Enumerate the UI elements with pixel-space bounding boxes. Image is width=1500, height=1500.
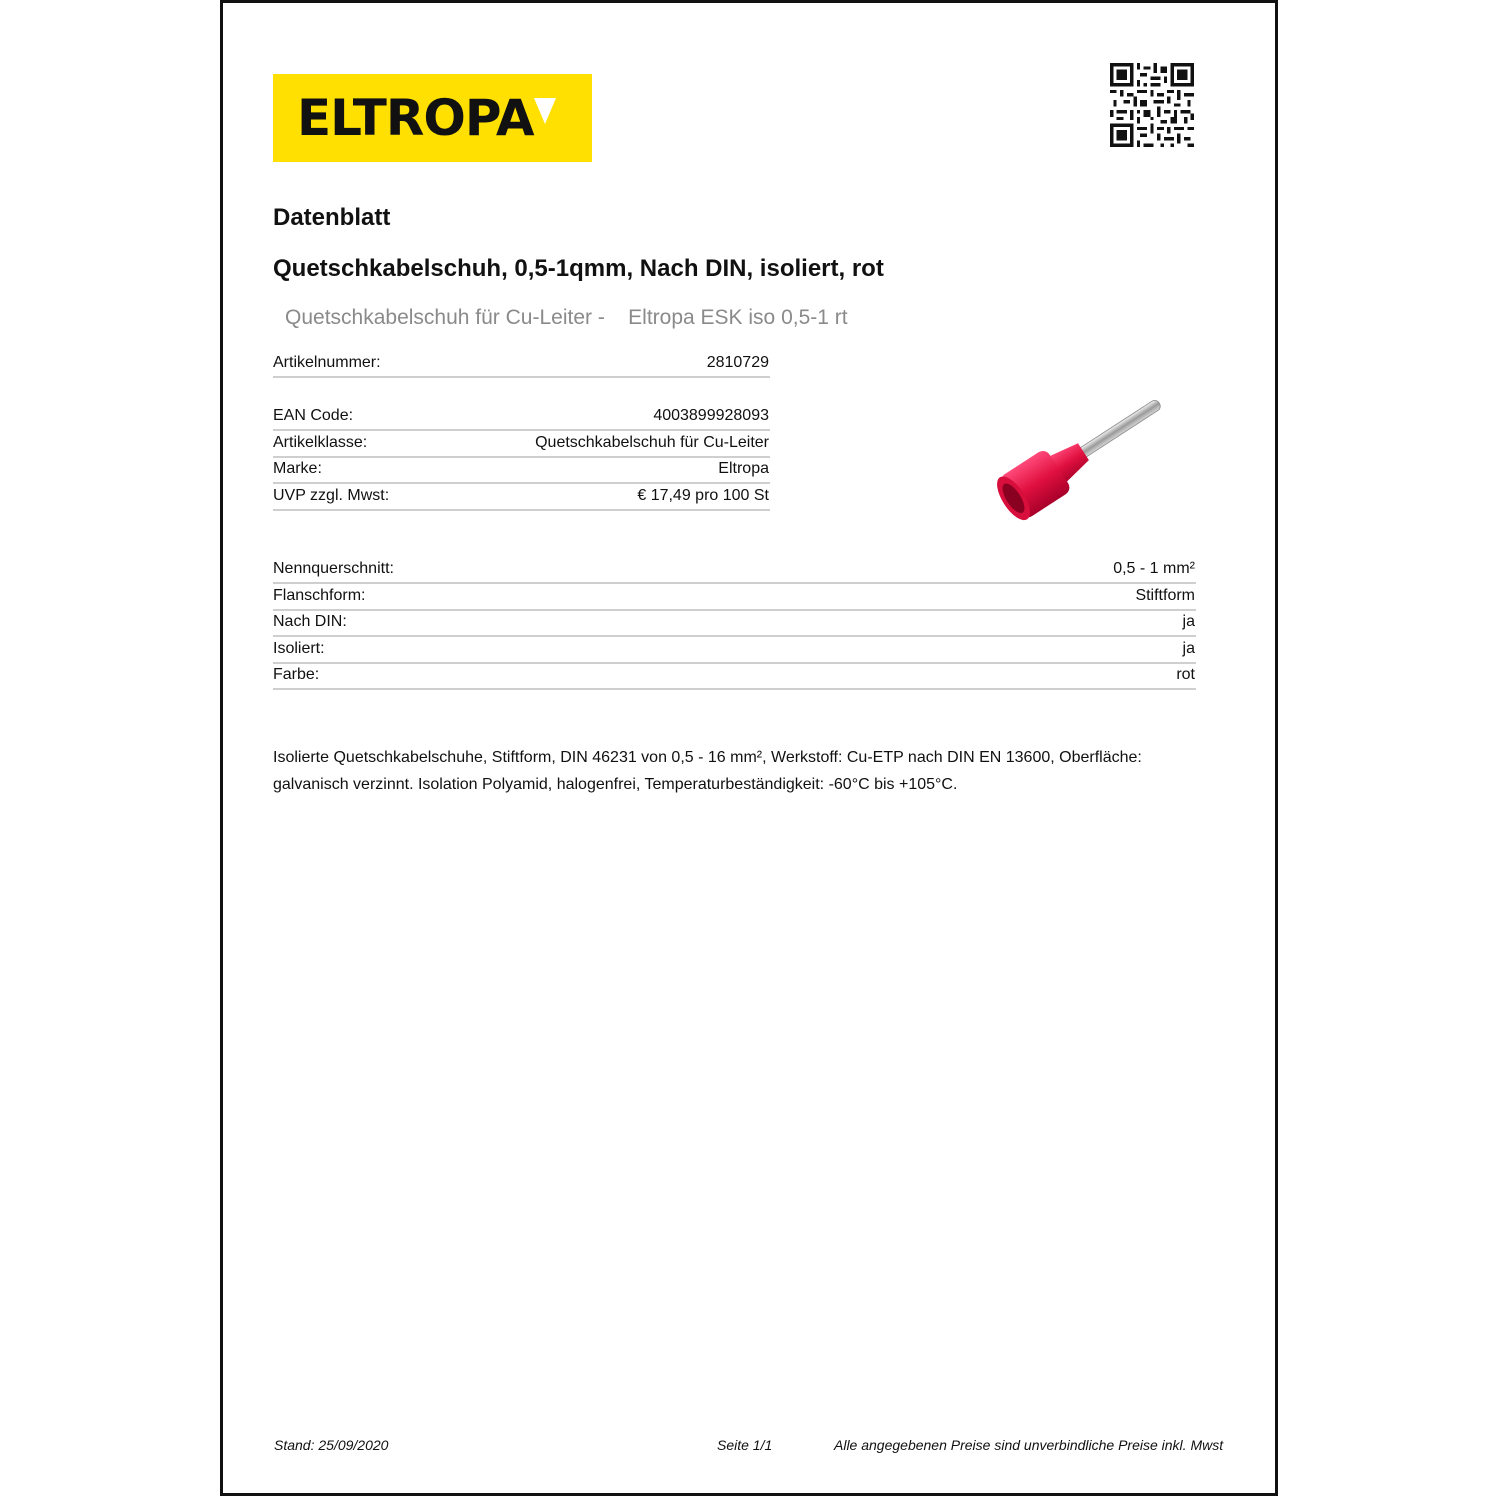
logo-text: ELTROPA (297, 89, 534, 147)
footer-date: Stand: 25/09/2020 (274, 1437, 389, 1453)
product-subtitle: Quetschkabelschuh für Cu-Leiter - Eltropa ESK iso 0,5-1 rt (285, 306, 848, 329)
row-value: 4003899928093 (653, 407, 769, 424)
footer-page: Seite 1/1 (717, 1437, 773, 1453)
row-value: Stiftform (1135, 587, 1195, 604)
eltropa-logo (273, 74, 592, 162)
price-row (273, 485, 770, 511)
row-label: UVP zzgl. Mwst: (273, 487, 390, 504)
article-number-row (273, 352, 770, 378)
spec-row-insulated (273, 638, 1196, 664)
spec-row-color (273, 664, 1196, 690)
row-label: Marke: (273, 460, 322, 477)
spec-row-cross-section (273, 558, 1196, 584)
footer-price-note: Alle angegebenen Preise sind unverbindliche Preise inkl. Mwst (834, 1437, 1224, 1453)
row-value: € 17,49 pro 100 St (637, 487, 769, 504)
row-value: ja (1182, 640, 1195, 657)
row-label: Isoliert: (273, 640, 325, 657)
ean-row (273, 405, 770, 431)
row-label: Nach DIN: (273, 613, 347, 630)
row-label: Artikelklasse: (273, 434, 368, 451)
article-class-row (273, 432, 770, 458)
row-label: Artikelnummer: (273, 354, 381, 371)
row-label: Flanschform: (273, 587, 366, 604)
row-label: Nennquerschnitt: (273, 560, 394, 577)
datasheet-heading: Datenblatt (273, 204, 391, 231)
qr-code-icon (1110, 63, 1194, 147)
row-value: 0,5 - 1 mm² (1113, 560, 1195, 577)
brand-row (273, 458, 770, 484)
row-value: Quetschkabelschuh für Cu-Leiter (535, 434, 769, 451)
product-title: Quetschkabelschuh, 0,5-1qmm, Nach DIN, isoliert, rot (273, 255, 884, 282)
logo-triangle-icon (534, 98, 556, 124)
row-label: EAN Code: (273, 407, 354, 424)
row-label: Farbe: (273, 666, 320, 683)
spec-row-din (273, 611, 1196, 637)
row-value: Eltropa (718, 460, 769, 477)
row-value: ja (1182, 613, 1195, 630)
row-value: 2810729 (706, 354, 769, 371)
spec-row-flange (273, 585, 1196, 611)
pin-cable-lug-image (985, 385, 1180, 525)
row-value: rot (1176, 666, 1195, 683)
product-description: Isolierte Quetschkabelschuhe, Stiftform, DIN 46231 von 0,5 - 16 mm², Werkstoff: Cu-ETP nach DIN EN 13600, Oberfläche: galvanisch verzinnt. Isolation Polyamid, halogenfrei, Temperaturbeständigkeit: -60°C bis +105°C. (273, 749, 1142, 793)
